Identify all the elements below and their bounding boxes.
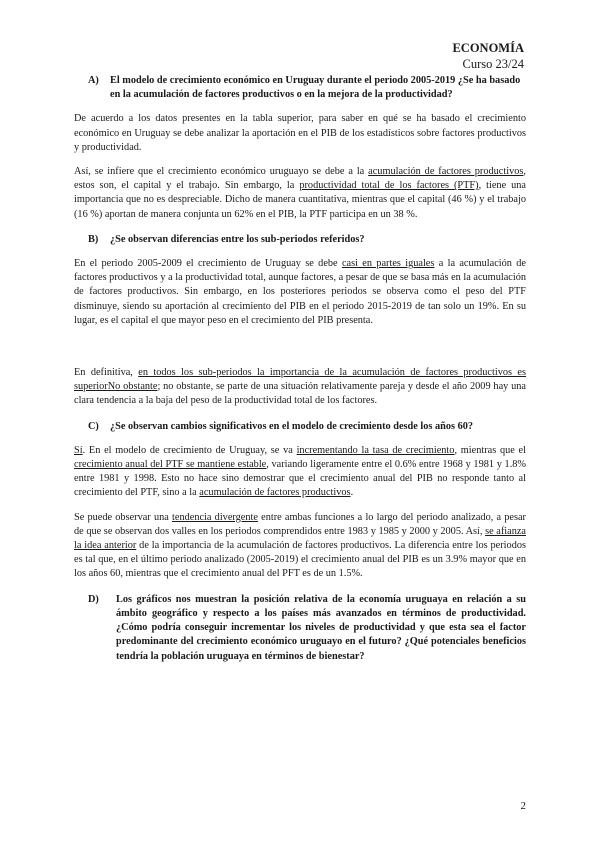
question-b-text: ¿Se observan diferencias entre los sub-periodos referidos? — [110, 233, 365, 245]
answer-c-paragraph-1 — [74, 444, 526, 501]
page-number: 2 — [520, 800, 526, 812]
question-a — [74, 74, 526, 102]
question-a-text: El modelo de crecimiento económico en Uruguay durante el periodo 2005-2019 ¿Se ha basado en la acumulación de factores productivos o en la mejora de la productividad? — [110, 75, 521, 101]
text-run: En el periodo 2005-2009 el crecimiento de Uruguay se debe — [74, 258, 342, 270]
question-c — [74, 420, 526, 434]
underlined-text: casi en partes iguales — [341, 258, 435, 270]
answer-a-paragraph-2 — [74, 165, 526, 222]
answer-b-paragraph-2 — [74, 366, 526, 409]
question-c-text: ¿Se observan cambios significativos en el modelo de crecimiento desde los años 60? — [110, 420, 474, 432]
text-run: , estos son, el capital y el trabajo. Sin embargo, la — [74, 166, 526, 192]
underlined-text: se afianza la idea anterior — [74, 525, 527, 552]
text-run: de la importancia de la acumulación de factores productivos. La diferencia entre los periodos es tal que, en el último periodo analizado (2005-2019) el crecimiento anual del PIB es un 3.9% mayor que en los años 60, mientras que el crecimiento anual del PFT es de un 1.5%. — [74, 540, 526, 580]
underlined-text: tendencia divergente — [172, 511, 258, 523]
underlined-text: Sí — [74, 444, 83, 456]
question-b — [74, 233, 526, 247]
text-run: , mientras que el — [454, 444, 526, 456]
text-run: . — [350, 487, 354, 499]
underlined-text: acumulación de factores productivos — [368, 166, 524, 178]
question-d-text: Los gráficos nos muestran la posición relativa de la economía uruguaya en relación a su ámbito geográfico y respecto a los países más avanzados en términos de productividad. ¿Cómo podría conseguir incrementar los niveles de productividad y que esta sea el factor predominante del crecimiento económico uruguayo en el futuro? ¿Qué potenciales beneficios tendría la población uruguaya en términos de bienestar? — [116, 593, 526, 662]
underlined-text: incrementando la tasa de crecimiento — [296, 444, 455, 456]
answer-b-paragraph-1 — [74, 257, 526, 328]
question-a-letter: A) — [88, 75, 99, 86]
underlined-text: en todos los sub-periodos la importancia de la acumulación de factores productivos es superiorNo obstante — [74, 367, 526, 393]
question-b-letter: B) — [88, 233, 99, 245]
text-run: . En el modelo de crecimiento de Uruguay, se va — [82, 444, 297, 456]
question-c-letter: C) — [88, 420, 99, 432]
answer-c-paragraph-2 — [74, 511, 526, 582]
text-run: entre ambas funciones a lo largo del periodo analizado, a pesar de que se observan dos valles en los periodos comprendidos entre 1983 y 1985 y 2000 y 2005. Así, — [74, 511, 526, 537]
question-d-letter: D) — [88, 593, 99, 605]
page-header — [452, 40, 524, 72]
text-run: Así, se infiere que el crecimiento económico uruguayo se debe a la — [74, 166, 369, 178]
text-run: , tiene una importancia que no es despreciable. Dicho de manera cuantitativa, mientras que el capital (46 %) y el trabajo (16 %) aportan de manera conjunta un 62% en el PIB, la PTF participa en un 38 %. — [74, 180, 526, 220]
text-run: Se puede observar una — [74, 511, 173, 523]
document-body — [74, 74, 526, 664]
underlined-text: acumulación de factores productivos — [199, 487, 351, 499]
underlined-text: crecimiento anual del PTF se mantiene estable — [74, 459, 267, 471]
subject-title: ECONOMÍA — [452, 41, 524, 55]
text-run: En definitiva, — [74, 367, 139, 379]
underlined-text: productividad total de los factores (PTF) — [299, 180, 479, 192]
text-run: a la acumulación de factores productivos y a la productividad total, aunque factores, a pesar de que se basa más en la acumulación de factores productivos. Sin embargo, en los posteriores periodos se observa como el peso del PTF disminuye, siendo su aportación al crecimiento del PIB en el periodo 2015-2019 de tan solo un 19%. En su lugar, es el capital el que mayor peso en el crecimiento del PIB presenta. — [74, 258, 526, 326]
course-label: Curso 23/24 — [462, 57, 524, 71]
question-d — [74, 593, 526, 664]
text-run: , variando ligeramente entre el 0.6% entre 1968 y 1981 y 1.8% entre 1981 y 1998. Esto no hace sino demostrar que el crecimiento anual del PIB no responde tanto al crecimiento del PTF, sino a la — [74, 459, 527, 499]
answer-a-paragraph-1: De acuerdo a los datos presentes en la tabla superior, para saber en qué se ha basado el crecimiento económico en Uruguay se debe analizar la aportación en el PIB de los estadísticos sobre factores productivos y productividad. — [74, 113, 526, 153]
text-run: ; no obstante, se parte de una situación relativamente pareja y desde el año 2009 hay una clara tendencia a la baja del peso de la productividad total de los factores. — [74, 381, 526, 407]
